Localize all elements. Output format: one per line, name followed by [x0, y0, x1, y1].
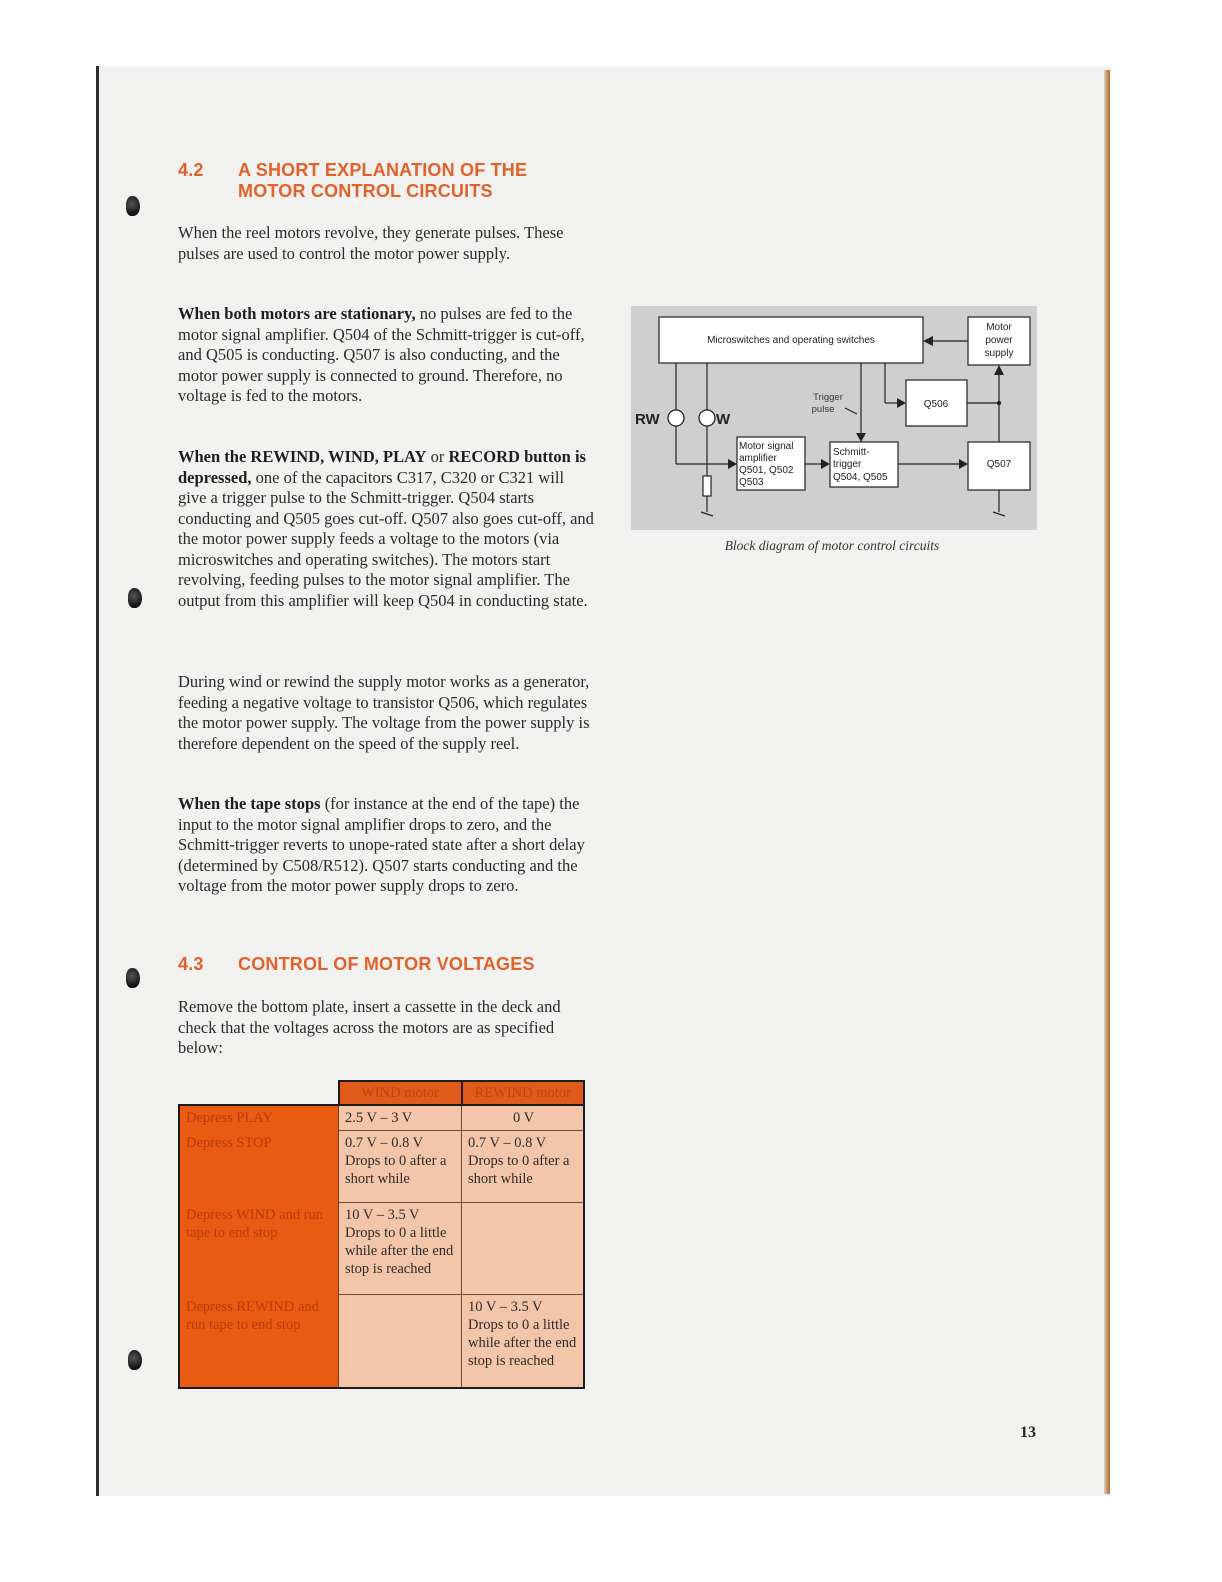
junction-dot — [997, 401, 1001, 405]
section-title-line2: MOTOR CONTROL CIRCUITS — [238, 181, 493, 201]
table-row — [179, 1131, 584, 1203]
paragraph-intro: When the reel motors revolve, they generate pulses. These pulses are used to control the motor power supply. — [178, 223, 564, 263]
q507-label: Q507 — [986, 459, 1012, 470]
schmitt-label: Q504, Q505 — [833, 472, 888, 483]
schmitt-label: trigger — [833, 459, 862, 470]
cell-play-wind: 2.5 V – 3 V — [339, 1105, 462, 1131]
section-title-line1: A SHORT EXPLANATION OF THE — [238, 160, 528, 180]
q506-label: Q506 — [923, 399, 949, 410]
trigger-pulse-label: Trigger — [813, 392, 843, 403]
amplifier-label: Q501, Q502 — [739, 465, 794, 476]
paragraph-lead: RECORD button is depressed, — [178, 447, 586, 487]
cell-rewind-wind — [339, 1295, 462, 1388]
paragraph-body: one of the capacitors C317, C320 or C321 will give a trigger pulse to the Schmitt-trigger. Q504 starts conducting and Q505 goes cut-off. Q507 also goes cut-off, and the motor power supply feeds a voltage to the motors (via microswitches and operating switches). The motors start revolving, feeding pulses to the motor signal amplifier. The output from this amplifier will keep Q504 in conducting state. — [178, 467, 594, 610]
paragraph-tape-stops — [178, 794, 596, 897]
table-row — [179, 1203, 584, 1295]
column-header-rewind: REWIND motor — [462, 1081, 585, 1105]
power-supply-label: power — [985, 335, 1013, 346]
paragraph-check-voltages: Remove the bottom plate, insert a cassette in the deck and check that the voltages across the motors are as specified below: — [178, 997, 561, 1057]
section-4-2-heading — [178, 160, 598, 204]
cell-wind-rewind — [462, 1203, 585, 1295]
row-label-stop: Depress STOP — [179, 1131, 339, 1203]
paragraph-lead: When the REWIND, WIND, PLAY — [178, 447, 427, 466]
page-number: 13 — [1020, 1424, 1036, 1441]
table-row — [179, 1295, 584, 1388]
table-row — [179, 1105, 584, 1131]
paragraph-button-depressed — [178, 447, 596, 611]
table-header-row — [179, 1081, 584, 1105]
cell-stop-wind: 0.7 V – 0.8 V Drops to 0 after a short while — [339, 1131, 462, 1203]
cell-wind-wind: 10 V – 3.5 V Drops to 0 a little while after the end stop is reached — [339, 1203, 462, 1295]
amplifier-label: Motor signal — [739, 441, 794, 452]
paragraph-lead: When the tape stops — [178, 794, 321, 813]
paragraph-lead: When both motors are stationary, — [178, 304, 416, 323]
column-header-wind: WIND motor — [339, 1081, 462, 1105]
paragraph-stationary — [178, 304, 596, 407]
rw-motor-symbol — [668, 410, 684, 426]
diagram-wiring — [676, 341, 1005, 516]
section-title: CONTROL OF MOTOR VOLTAGES — [238, 954, 535, 974]
row-label-play: Depress PLAY — [179, 1105, 339, 1131]
section-number: 4.3 — [178, 954, 204, 974]
paragraph-body: (for instance at the end of the tape) the input to the motor signal amplifier drops to zero, and the Schmitt-trigger reverts to unope-rated state after a short delay (determined by C508/R512). Q507 starts conducting and the voltage from the motor power supply drops to zero. — [178, 794, 585, 895]
switches-label: Microswitches and operating switches — [707, 335, 875, 346]
binder-hole-2 — [128, 588, 142, 608]
schmitt-label: Schmitt- — [833, 447, 870, 458]
cell-rewind-rewind: 10 V – 3.5 V Drops to 0 a little while after the end stop is reached — [462, 1295, 585, 1388]
motor-voltage-table — [178, 1080, 585, 1389]
paragraph-wind-rewind: During wind or rewind the supply motor works as a generator, feeding a negative voltage to transistor Q506, which regulates the motor power supply. The voltage from the power supply is therefore dependent on the speed of the supply reel. — [178, 672, 590, 753]
amplifier-label: amplifier — [739, 453, 777, 464]
rw-label: RW — [635, 411, 660, 428]
page-edge — [1104, 70, 1110, 1494]
paragraph-connector: or — [426, 447, 449, 466]
power-supply-label: Motor — [986, 322, 1012, 333]
w-label: W — [716, 411, 731, 428]
block-diagram — [631, 306, 1037, 530]
block-diagram-svg — [631, 306, 1037, 530]
trigger-pulse-label: pulse — [811, 404, 835, 415]
row-label-rewind: Depress REWIND and run tape to end stop — [179, 1295, 339, 1388]
binder-hole-1 — [126, 196, 140, 216]
section-4-3-heading — [178, 954, 598, 976]
diagram-caption: Block diagram of motor control circuits — [724, 538, 940, 553]
amplifier-label: Q503 — [739, 477, 764, 488]
binder-hole-3 — [126, 968, 140, 988]
cell-play-rewind: 0 V — [462, 1105, 585, 1131]
power-supply-label: supply — [984, 348, 1014, 359]
w-motor-symbol — [699, 410, 715, 426]
cell-stop-rewind: 0.7 V – 0.8 V Drops to 0 after a short while — [462, 1131, 585, 1203]
table-corner — [179, 1081, 339, 1105]
row-label-wind: Depress WIND and run tape to end stop — [179, 1203, 339, 1295]
paragraph-body: no pulses are fed to the motor signal amplifier. Q504 of the Schmitt-trigger is cut-off, and Q505 is conducting. Q507 is also conducting, and the motor power supply is connected to ground. Therefore, no voltage is fed to the motors. — [178, 304, 585, 405]
binder-hole-4 — [128, 1350, 142, 1370]
section-number: 4.2 — [178, 160, 204, 180]
